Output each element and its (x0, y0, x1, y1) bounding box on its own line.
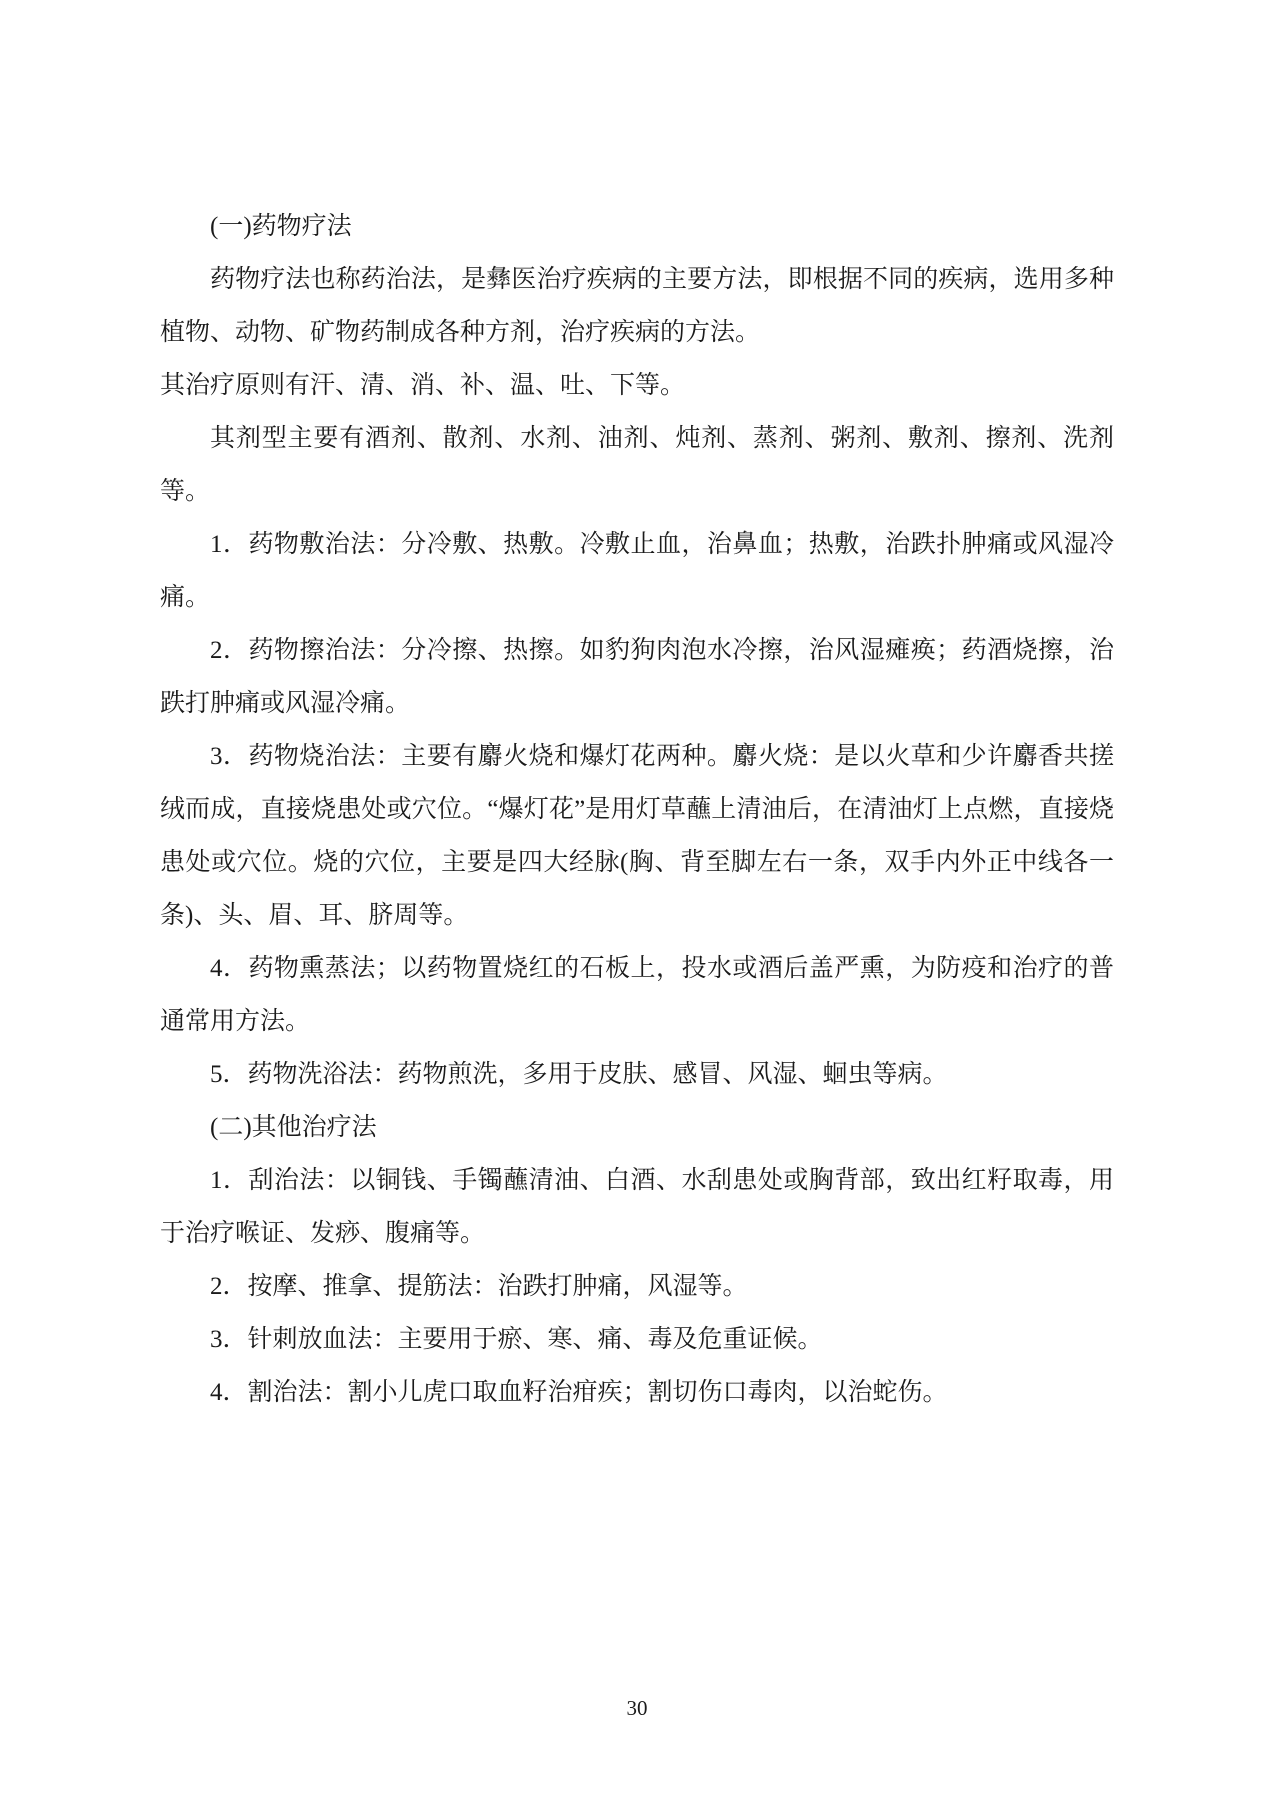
paragraph: 其剂型主要有酒剂、散剂、水剂、油剂、炖剂、蒸剂、粥剂、敷剂、擦剂、洗剂等。 (160, 425, 1114, 505)
list-item: 4．割治法：割小儿虎口取血籽治疳疾；割切伤口毒肉，以治蛇伤。 (210, 1379, 948, 1406)
section-heading: (二)其他治疗法 (210, 1114, 377, 1141)
list-item: 2．药物擦治法：分冷擦、热擦。如豹狗肉泡水冷擦，治风湿瘫痪；药酒烧擦，治跌打肿痛或风湿冷痛。 (160, 637, 1114, 717)
list-item: 1．药物敷治法：分冷敷、热敷。冷敷止血，治鼻血；热敷，治跌扑肿痛或风湿冷痛。 (160, 531, 1114, 611)
paragraph: 其治疗原则有汗、清、消、补、温、吐、下等。 (160, 372, 686, 399)
list-item: 3．针刺放血法：主要用于瘀、寒、痛、毒及危重证候。 (210, 1326, 823, 1353)
list-item: 2．按摩、推拿、提筋法：治跌打肿痛，风湿等。 (210, 1273, 748, 1300)
list-item: 4．药物熏蒸法；以药物置烧红的石板上，投水或酒后盖严熏，为防疫和治疗的普通常用方法。 (160, 955, 1114, 1035)
paragraph: 药物疗法也称药治法，是彝医治疗疾病的主要方法，即根据不同的疾病，选用多种植物、动物、矿物药制成各种方剂，治疗疾病的方法。 (160, 266, 1114, 346)
section-heading: (一)药物疗法 (210, 213, 352, 240)
page-number: 30 (626, 1696, 648, 1720)
list-item: 5．药物洗浴法：药物煎洗，多用于皮肤、感冒、风湿、蛔虫等病。 (210, 1061, 948, 1088)
document-body (160, 200, 1114, 1419)
list-item: 3．药物烧治法：主要有麝火烧和爆灯花两种。麝火烧：是以火草和少许麝香共搓绒而成，直接烧患处或穴位。“爆灯花”是用灯草蘸上清油后，在清油灯上点燃，直接烧患处或穴位。烧的穴位，主要是四大经脉(胸、背至脚左右一条，双手内外正中线各一条)、头、眉、耳、脐周等。 (160, 743, 1114, 929)
list-item: 1．刮治法：以铜钱、手镯蘸清油、白酒、水刮患处或胸背部，致出红籽取毒，用于治疗喉证、发痧、腹痛等。 (160, 1167, 1114, 1247)
